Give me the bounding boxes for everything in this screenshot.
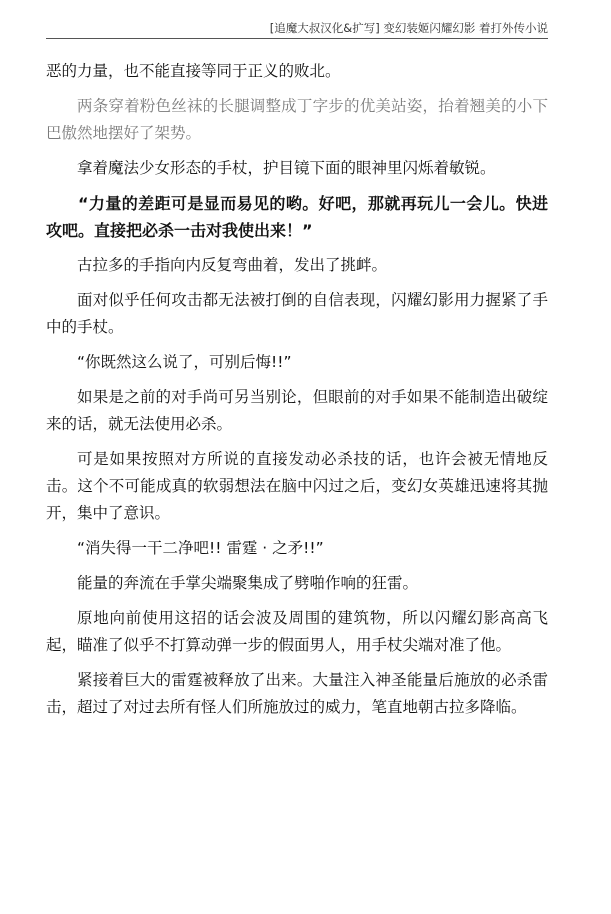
running-header: [追魔大叔汉化&扩写] 变幻装姬闪耀幻影 着打外传小说 <box>269 21 548 35</box>
paragraph: 两条穿着粉色丝袜的长腿调整成丁字步的优美站姿，抬着翘美的小下巴傲然地摆好了架势。 <box>46 97 548 142</box>
paragraph: 紧接着巨大的雷霆被释放了出来。大量注入神圣能量后施放的必杀雷击，超过了对过去所有怪人们所施放过的威力，笔直地朝古拉多降临。 <box>46 671 548 716</box>
paragraph: 面对似乎任何攻击都无法被打倒的自信表现，闪耀幻影用力握紧了手中的手杖。 <box>46 291 548 336</box>
paragraph: 如果是之前的对手尚可另当别论，但眼前的对手如果不能制造出破绽来的话，就无法使用必杀。 <box>46 388 548 433</box>
paragraph: 拿着魔法少女形态的手杖，护目镜下面的眼神里闪烁着敏锐。 <box>77 159 496 177</box>
paragraph: 可是如果按照对方所说的直接发动必杀技的话，也许会被无情地反击。这个不可能成真的软弱想法在脑中闪过之后，变幻女英雄迅速将其抛开，集中了意识。 <box>46 450 548 522</box>
header-rule <box>46 38 548 39</box>
dialogue: “消失得一干二净吧!! 雷霆 · 之矛!!” <box>77 539 324 557</box>
dialogue: “你既然这么说了，可别后悔!!” <box>77 353 292 371</box>
paragraph: 古拉多的手指向内反复弯曲着，发出了挑衅。 <box>77 256 388 274</box>
paragraph: 恶的力量，也不能直接等同于正义的败北。 <box>46 62 341 80</box>
paragraph: 能量的奔流在手掌尖端聚集成了劈啪作响的狂雷。 <box>77 574 419 592</box>
body-text <box>46 58 548 729</box>
bold-dialogue: “力量的差距可是显而易见的哟。好吧，那就再玩儿一会儿。快进攻吧。直接把必杀一击对我使出来！” <box>46 194 548 240</box>
paragraph: 原地向前使用这招的话会波及周围的建筑物，所以闪耀幻影高高飞起，瞄准了似乎不打算动弹一步的假面男人，用手杖尖端对准了他。 <box>46 609 548 654</box>
